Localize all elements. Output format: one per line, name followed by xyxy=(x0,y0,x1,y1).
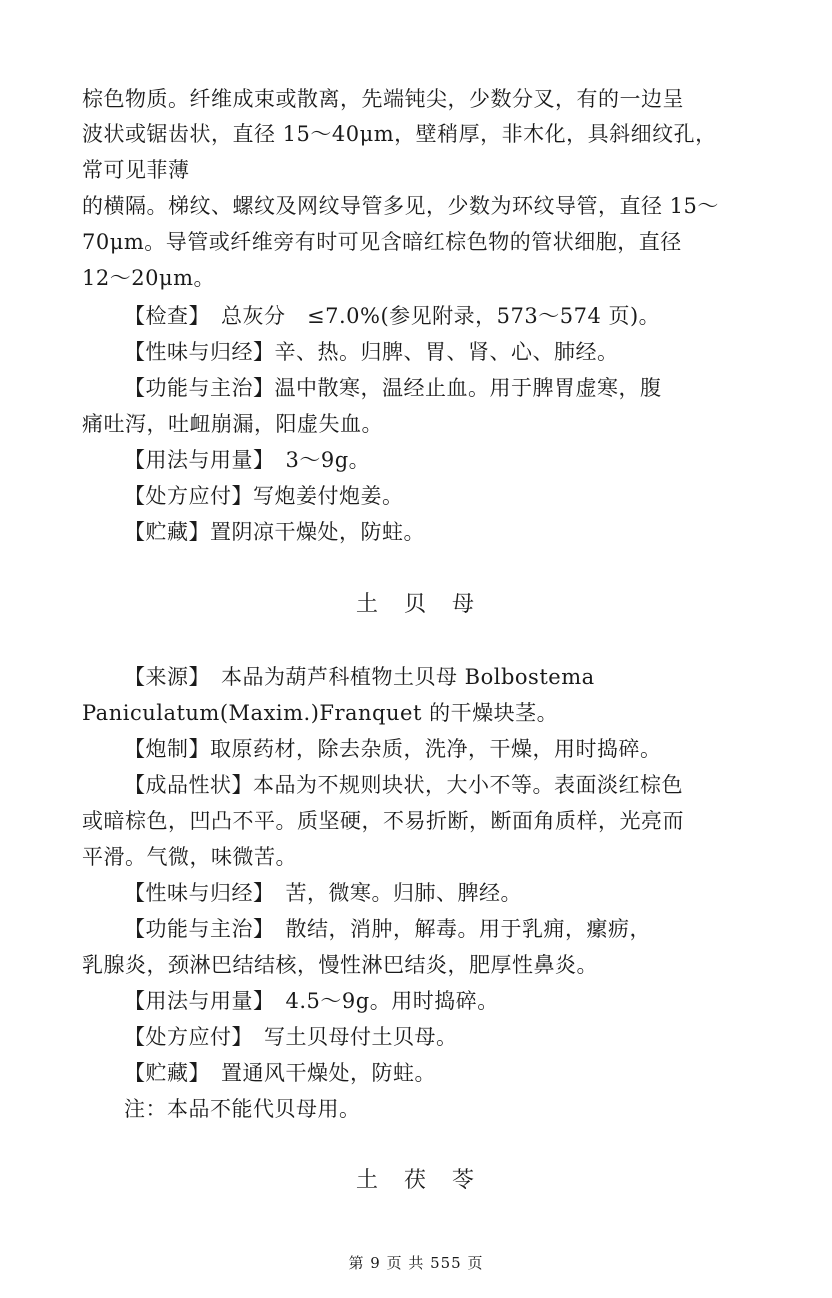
entry-heading-tubeimu: 土 贝 母 xyxy=(355,592,476,617)
text-line: Paniculatum(Maxim.)Franquet 的干燥块茎。 xyxy=(82,701,559,725)
section-storage: 【贮藏】置阴凉干燥处，防蛀。 xyxy=(124,520,425,544)
text-line: 痛吐泻，吐衄崩漏，阳虚失血。 xyxy=(82,412,383,436)
note-line: 注：本品不能代贝母用。 xyxy=(124,1097,361,1121)
section-check: 【检查】 总灰分 ≤7.0%(参见附录，573～574 页)。 xyxy=(124,304,661,328)
section-function-indication: 【功能与主治】温中散寒，温经止血。用于脾胃虚寒，腹 xyxy=(124,376,662,400)
section-prescription: 【处方应付】 写土贝母付土贝母。 xyxy=(124,1025,458,1049)
text-line: 常可见菲薄 xyxy=(82,158,190,182)
section-storage: 【贮藏】 置通风干燥处，防蛀。 xyxy=(124,1061,436,1085)
section-nature-meridian: 【性味与归经】 苦，微寒。归肺、脾经。 xyxy=(124,881,522,905)
section-prescription: 【处方应付】写炮姜付炮姜。 xyxy=(124,484,404,508)
entry-heading-tufuling: 土 茯 苓 xyxy=(355,1168,476,1193)
text-line: 棕色物质。纤维成束或散离，先端钝尖，少数分叉，有的一边呈 xyxy=(82,87,684,111)
text-line: 波状或锯齿状，直径 15～40μm，壁稍厚，非木化，具斜细纹孔， xyxy=(82,122,717,146)
section-nature-meridian: 【性味与归经】辛、热。归脾、胃、肾、心、肺经。 xyxy=(124,340,619,364)
page-footer: 第 9 页 共 555 页 xyxy=(348,1254,484,1272)
text-line: 的横隔。梯纹、螺纹及网纹导管多见，少数为环纹导管，直径 15～ xyxy=(82,194,719,218)
section-processing: 【炮制】取原药材，除去杂质，洗净，干燥，用时捣碎。 xyxy=(124,737,662,761)
section-function-indication: 【功能与主治】 散结，消肿，解毒。用于乳痈，瘰疬， xyxy=(124,917,651,941)
section-usage-dosage: 【用法与用量】 3～9g。 xyxy=(124,448,371,472)
text-line: 平滑。气微，味微苦。 xyxy=(82,845,297,869)
text-line: 或暗棕色，凹凸不平。质坚硬，不易折断，断面角质样，光亮而 xyxy=(82,809,684,833)
text-line: 乳腺炎，颈淋巴结结核，慢性淋巴结炎，肥厚性鼻炎。 xyxy=(82,953,598,977)
text-line: 70μm。导管或纤维旁有时可见含暗红棕色物的管状细胞，直径 xyxy=(82,230,682,254)
section-source: 【来源】 本品为葫芦科植物土贝母 Bolbostema xyxy=(124,665,595,689)
section-product-traits: 【成品性状】本品为不规则块状，大小不等。表面淡红棕色 xyxy=(124,773,683,797)
section-usage-dosage: 【用法与用量】 4.5～9g。用时捣碎。 xyxy=(124,989,499,1013)
text-line: 12～20μm。 xyxy=(82,266,216,290)
